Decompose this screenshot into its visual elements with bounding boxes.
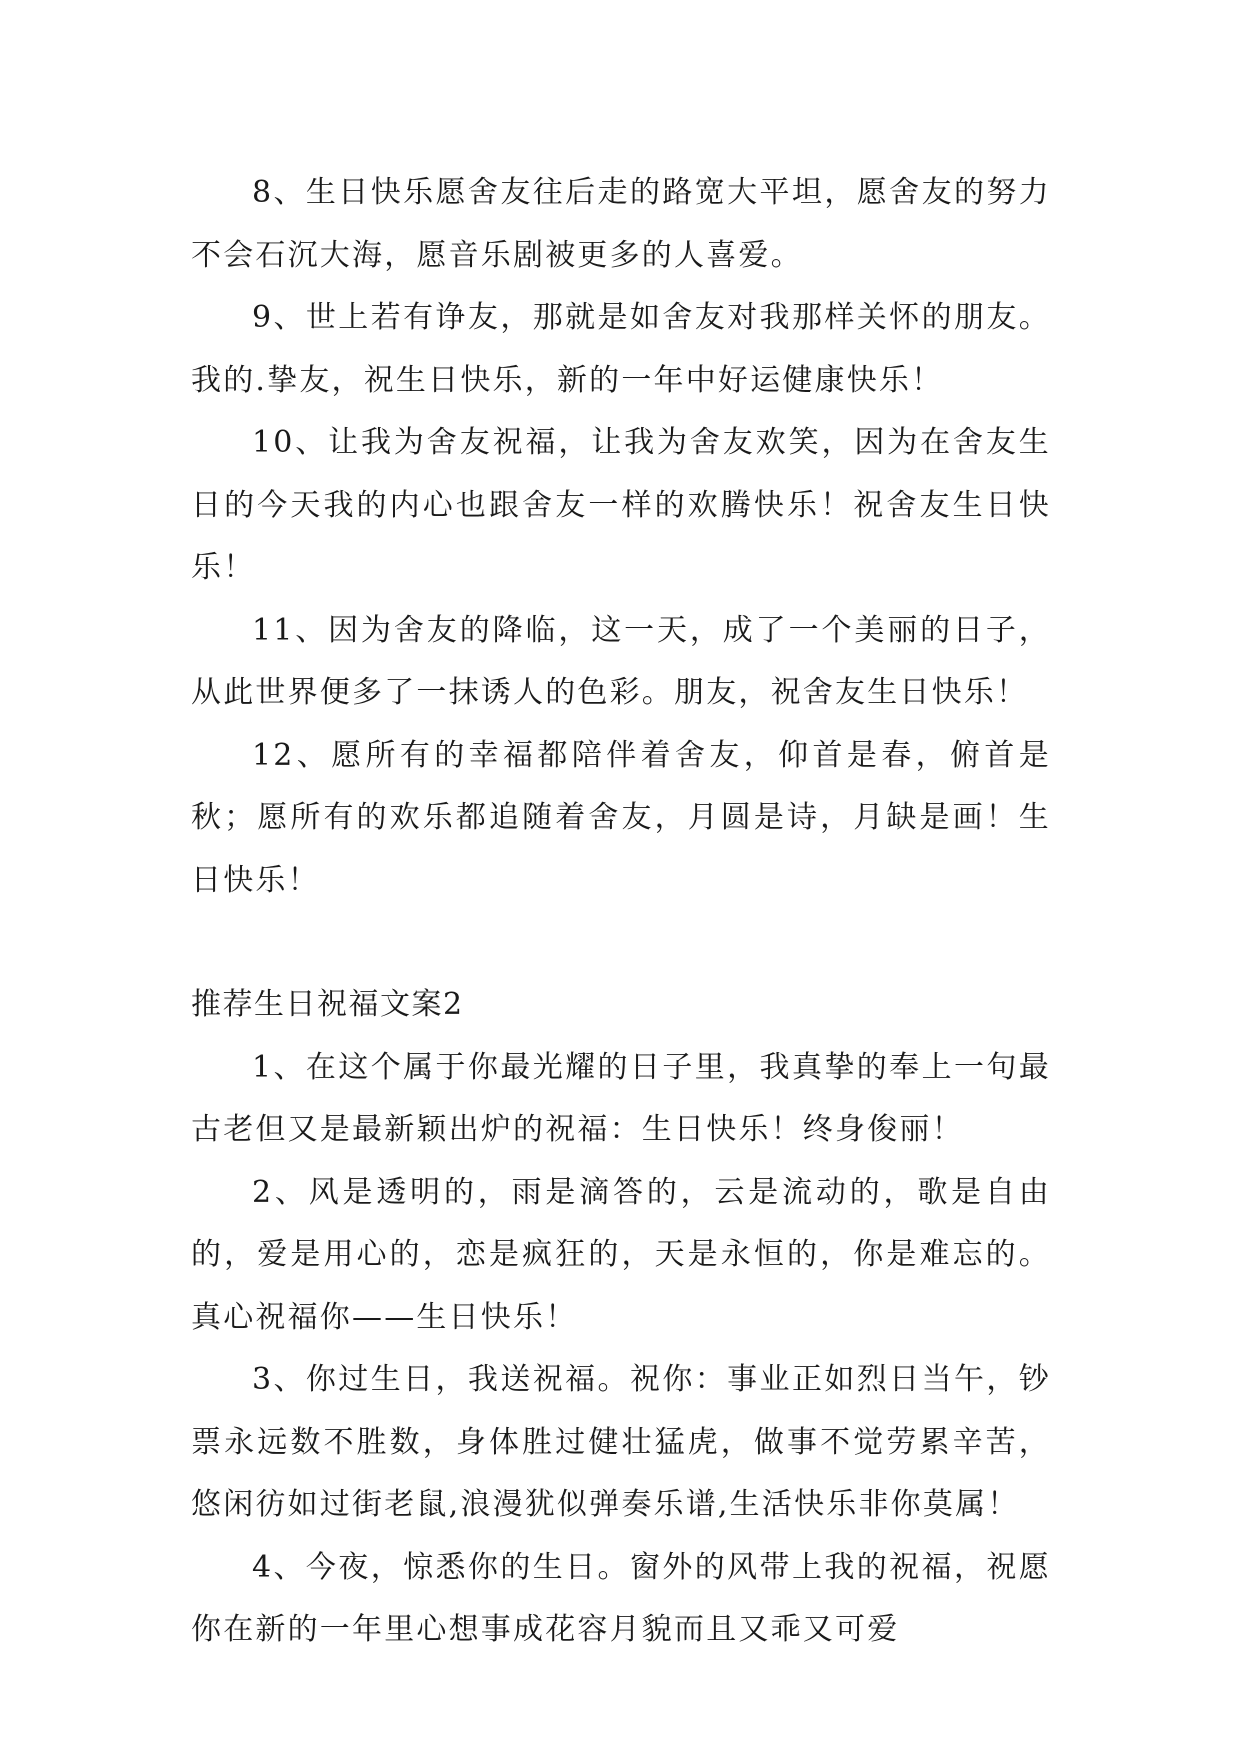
paragraph-item-10: 10、让我为舍友祝福，让我为舍友欢笑，因为在舍友生日的今天我的内心也跟舍友一样的欢腾快乐！祝舍友生日快乐！ [191,425,1051,585]
paragraph-item-12: 12、愿所有的幸福都陪伴着舍友，仰首是春，俯首是秋；愿所有的欢乐都追随着舍友，月圆是诗，月缺是画！生日快乐！ [191,737,1051,898]
document-body [191,162,1051,1662]
paragraph-item-9: 9、世上若有诤友，那就是如舍友对我那样关怀的朋友。我的.挚友，祝生日快乐，新的一年中好运健康快乐！ [191,300,1051,398]
paragraph-item-4: 4、今夜，惊悉你的生日。窗外的风带上我的祝福，祝愿你在新的一年里心想事成花容月貌而且又乖又可爱 [191,1549,1051,1647]
paragraph-item-8: 8、生日快乐愿舍友往后走的路宽大平坦，愿舍友的努力不会石沉大海，愿音乐剧被更多的人喜爱。 [191,175,1051,273]
paragraph-item-11: 11、因为舍友的降临，这一天，成了一个美丽的日子，从此世界便多了一抹诱人的色彩。朋友，祝舍友生日快乐！ [191,612,1051,710]
paragraph-item-2: 2、风是透明的，雨是滴答的，云是流动的，歌是自由的，爱是用心的，恋是疯狂的，天是永恒的，你是难忘的。真心祝福你——生日快乐！ [191,1174,1051,1335]
paragraph-item-3: 3、你过生日，我送祝福。祝你：事业正如烈日当午，钞票永远数不胜数，身体胜过健壮猛虎，做事不觉劳累辛苦，悠闲彷如过街老鼠,浪漫犹似弹奏乐谱,生活快乐非你莫属！ [191,1362,1051,1522]
section-heading: 推荐生日祝福文案2 [191,987,464,1022]
paragraph-item-1: 1、在这个属于你最光耀的日子里，我真挚的奉上一句最古老但又是最新颖出炉的祝福：生日快乐！终身俊丽！ [191,1049,1051,1147]
